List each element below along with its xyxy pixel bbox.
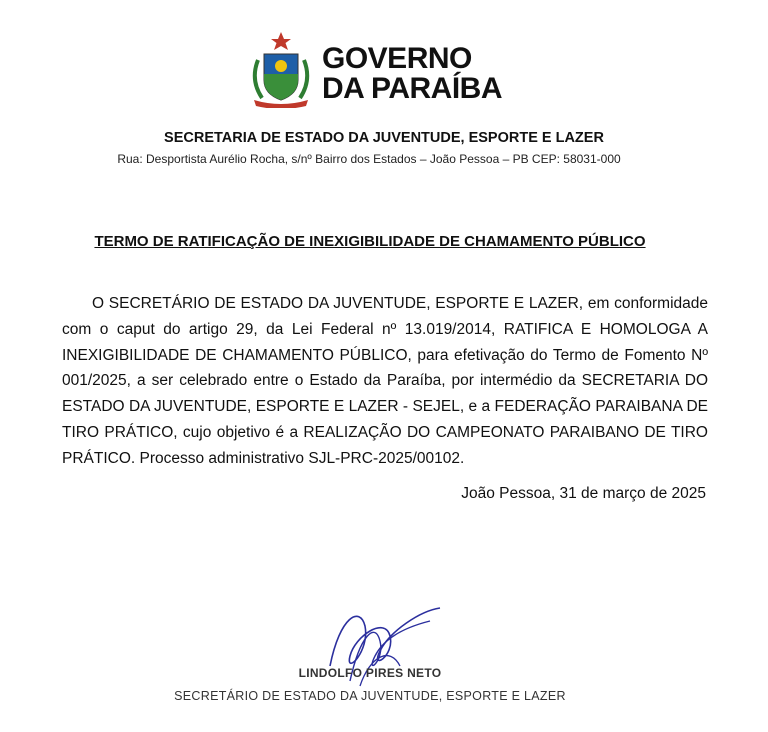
document-header (0, 30, 768, 110)
date-place: João Pessoa, 31 de março de 2025 (461, 485, 706, 502)
paraiba-coat-of-arms-icon (248, 30, 314, 108)
document-body: O SECRETÁRIO DE ESTADO DA JUVENTUDE, ESPORTE E LAZER, em conformidade com o caput do artigo 29, da Lei Federal nº 13.019/2014, RATIFICA E HOMOLOGA A INEXIGIBILIDADE DE CHAMAMENTO PÚBLICO, para efetivação do Termo de Fomento Nº 001/2025, a ser celebrado entre o Estado da Paraíba, por intermédio da SECRETARIA DO ESTADO DA JUVENTUDE, ESPORTE E LAZER - SEJEL, e a FEDERAÇÃO PARAIBANA DE TIRO PRÁTICO, cujo objetivo é a REALIZAÇÃO DO CAMPEONATO PARAIBANO DE TIRO PRÁTICO. Processo administrativo SJL-PRC-2025/00102. (62, 295, 708, 467)
government-logo-text (322, 44, 502, 104)
logo-line-2: DA PARAÍBA (322, 72, 502, 105)
signer-title: SECRETÁRIO DE ESTADO DA JUVENTUDE, ESPORTE E LAZER (174, 689, 566, 703)
signature-scribble (290, 596, 460, 696)
secretaria-name: SECRETARIA DE ESTADO DA JUVENTUDE, ESPORTE E LAZER (164, 130, 604, 146)
document-title: TERMO DE RATIFICAÇÃO DE INEXIGIBILIDADE DE CHAMAMENTO PÚBLICO (94, 233, 646, 250)
logo-line-1: GOVERNO (322, 42, 472, 75)
secretaria-address: Rua: Desportista Aurélio Rocha, s/nº Bairro dos Estados – João Pessoa – PB CEP: 58031-000 (117, 152, 621, 166)
signer-name: LINDOLFO PIRES NETO (298, 666, 442, 680)
